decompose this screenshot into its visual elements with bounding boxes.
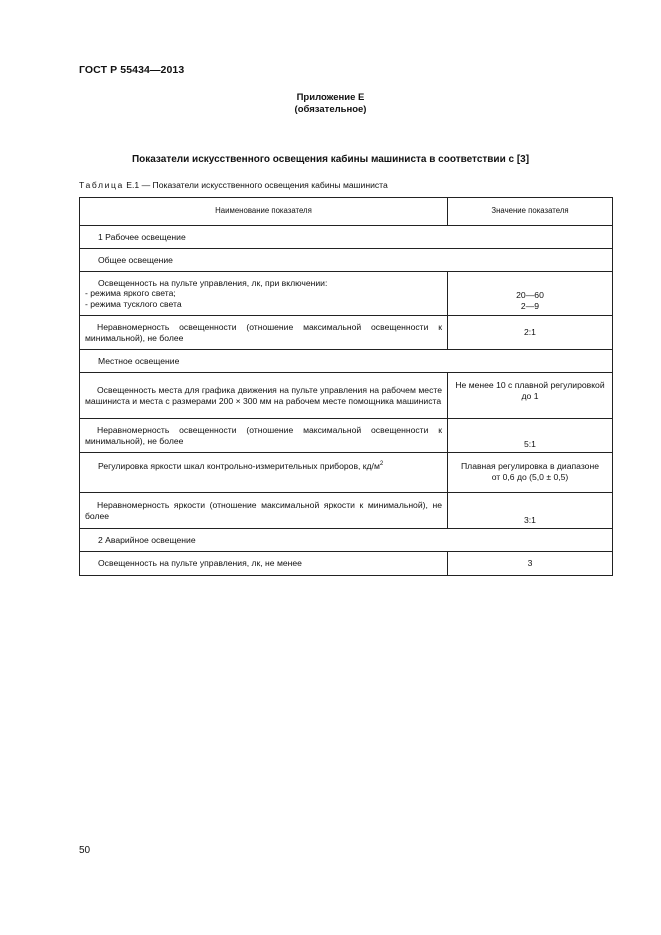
column-header-indicator: Наименование показателя: [80, 198, 448, 226]
value-line: от 0,6 до (5,0 ± 0,5): [491, 471, 569, 482]
table-row: [80, 316, 613, 350]
table-row: [80, 350, 613, 373]
lighting-table: [79, 197, 613, 576]
unit-superscript: 2: [379, 461, 384, 468]
indicator-cell: [80, 272, 448, 316]
document-code: ГОСТ Р 55434—2013: [79, 64, 185, 76]
section-working-lighting: 1 Рабочее освещение: [80, 226, 613, 249]
value-line: 2—9: [520, 300, 540, 311]
subsection-general-lighting: Общее освещение: [80, 249, 613, 272]
table-row: [80, 249, 613, 272]
appendix-status: (обязательное): [294, 104, 367, 115]
indicator-line: - режима тусклого света: [85, 298, 182, 309]
value-cell: Не менее 10 с плавной регулировкой до 1: [448, 373, 613, 419]
section-emergency-lighting: 2 Аварийное освещение: [80, 529, 613, 552]
indicator-cell: Неравномерность яркости (отношение максимальной яркости к минимальной), не более: [80, 493, 448, 529]
table-row: [80, 419, 613, 453]
table-row: [80, 552, 613, 576]
indicator-cell: Неравномерность освещенности (отношение максимальной освещенности к минимальной), не более: [80, 419, 448, 453]
indicator-cell: [80, 453, 448, 493]
appendix-heading: Показатели искусственного освещения кабины машиниста в соответствии с [3]: [131, 154, 530, 165]
page-number: 50: [79, 845, 91, 856]
value-cell: [448, 272, 613, 316]
value-cell: 3: [448, 552, 613, 576]
column-header-value: Значение показателя: [448, 198, 613, 226]
table-row: [80, 272, 613, 316]
indicator-cell: Освещенность на пульте управления, лк, не менее: [80, 552, 448, 576]
subsection-local-lighting: Местное освещение: [80, 350, 613, 373]
table-caption: [79, 180, 388, 190]
table-row: [80, 226, 613, 249]
indicator-cell: Освещенность места для графика движения на пульте управления на рабочем месте машиниста и места с размерами 200 × 300 мм на рабочем месте помощника машиниста: [80, 373, 448, 419]
appendix-block: [0, 92, 661, 116]
table-row: [80, 529, 613, 552]
value-cell: [448, 453, 613, 493]
indicator-line: - режима яркого света;: [85, 288, 176, 299]
value-cell: 3:1: [448, 493, 613, 529]
value-line: 20—60: [516, 290, 544, 300]
indicator-line: Освещенность на пульте управления, лк, при включении:: [98, 277, 328, 288]
table-row: [80, 453, 613, 493]
appendix-title: Приложение Е: [296, 92, 365, 103]
table-caption-label: Таблица: [79, 180, 124, 190]
value-line: Плавная регулировка в диапазоне: [461, 461, 599, 471]
value-cell: 2:1: [448, 316, 613, 350]
indicator-cell: Неравномерность освещенности (отношение максимальной освещенности к минимальной), не более: [80, 316, 448, 350]
table-header-row: [80, 198, 613, 226]
indicator-text: Регулировка яркости шкал контрольно-измерительных приборов, кд/м: [98, 461, 380, 471]
table-row: [80, 373, 613, 419]
table-row: [80, 493, 613, 529]
value-cell: 5:1: [448, 419, 613, 453]
table-caption-text: Е.1 — Показатели искусственного освещения кабины машиниста: [123, 180, 388, 190]
